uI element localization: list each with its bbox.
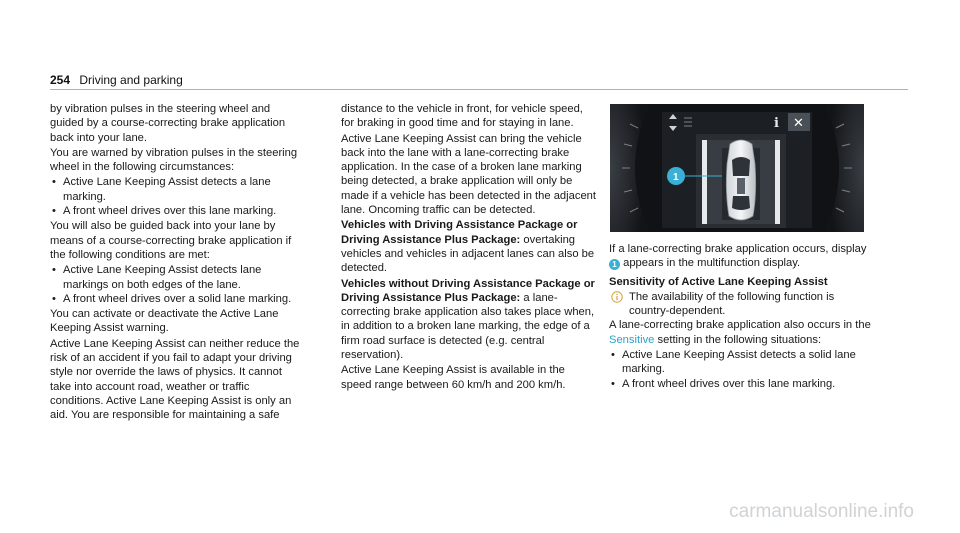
list-item: • A front wheel drives over a solid lane marking. — [50, 292, 305, 306]
paragraph-text: A lane-correcting brake application also occurs in the — [609, 319, 871, 332]
bold-lead: Vehicles without Driving Assistance Package or Driving Assistance Plus Package: — [341, 277, 595, 304]
sensitive-setting-label: Sensitive — [609, 333, 655, 346]
section-heading: Sensitivity of Active Lane Keeping Assist — [609, 275, 828, 288]
bullet-list — [50, 263, 305, 306]
list-item: • Active Lane Keeping Assist detects a lane marking. — [50, 175, 305, 204]
page-number: 254 — [50, 73, 71, 87]
paragraph — [609, 318, 871, 347]
paragraph-text: If a lane-correcting brake application occurs, display — [609, 243, 867, 255]
bullet-list — [609, 348, 871, 391]
paragraph — [341, 218, 596, 275]
column-1 — [50, 102, 305, 424]
paragraph-text: overtaking vehicles and vehicles in adjacent lanes can also be detected. — [341, 233, 595, 275]
column-3 — [609, 242, 871, 392]
watermark: carmanualsonline.info — [729, 501, 914, 522]
list-item: • Active Lane Keeping Assist detects a solid lane marking. — [609, 348, 871, 377]
column-2 — [341, 102, 596, 393]
paragraph-text: a lane-correcting brake application also takes place when, in addition to a broken lane marking, the edge of a firm road surface is detected (e.g. central reservation). — [341, 291, 595, 362]
paragraph: by vibration pulses in the steering wheel and guided by a course-correcting brake application back into your lane. — [50, 103, 286, 144]
paragraph: You are warned by vibration pulses in the steering wheel in the following circumstances: — [50, 146, 298, 174]
paragraph — [341, 277, 596, 363]
paragraph: Active Lane Keeping Assist can bring the vehicle back into the lane with a lane-correcting brake application. In the case of a broken lane marking being detected, a brake application will only be made if a vehicle has been detected in the adjacent lane. Oncoming traffic can be detected. — [341, 132, 597, 217]
info-note-icon — [611, 291, 623, 303]
close-icon: ✕ — [793, 116, 804, 131]
list-item: • A front wheel drives over this lane marking. — [50, 204, 305, 218]
header-rule — [50, 89, 908, 90]
paragraph-text: appears in the multifunction display. — [620, 257, 801, 270]
paragraph-text: setting in the following situations: — [654, 333, 822, 346]
lane-marking-left — [702, 140, 707, 224]
note-text: The availability of the following function is country-dependent. — [629, 290, 835, 318]
paragraph: Active Lane Keeping Assist can neither reduce the risk of an accident if you fail to adapt your driving style nor override the laws of physics. It cannot take into account road, weather or traffic conditions. Active Lane Keeping Assist is only an aid. You are responsible for maintaining a safe — [50, 337, 300, 422]
callout-number: 1 — [673, 172, 679, 183]
callout-marker-inline: 1 — [609, 259, 620, 270]
availability-note — [609, 290, 871, 319]
lane-marking-right — [775, 140, 780, 224]
paragraph: distance to the vehicle in front, for vehicle speed, for braking in good time and for staying in lane. — [341, 103, 583, 130]
info-icon: i — [774, 116, 779, 131]
paragraph: You can activate or deactivate the Active Lane Keeping Assist warning. — [50, 308, 279, 335]
bullet-list — [50, 175, 305, 218]
paragraph: You will also be guided back into your lane by means of a course-correcting brake application if the following conditions are met: — [50, 220, 292, 261]
vehicle-icon — [726, 140, 755, 220]
list-item: • Active Lane Keeping Assist detects lane markings on both edges of the lane. — [50, 263, 305, 292]
paragraph — [609, 242, 871, 271]
section-title: Driving and parking — [79, 73, 183, 87]
cluster-display-graphic — [610, 104, 864, 232]
bold-lead: Vehicles with Driving Assistance Package or Driving Assistance Plus Package: — [341, 219, 578, 246]
list-item: • A front wheel drives over this lane marking. — [609, 377, 871, 391]
paragraph: Active Lane Keeping Assist is available in the speed range between 60 km/h and 200 km/h. — [341, 364, 566, 391]
cluster-display-image — [610, 104, 864, 232]
page-header — [50, 73, 183, 87]
